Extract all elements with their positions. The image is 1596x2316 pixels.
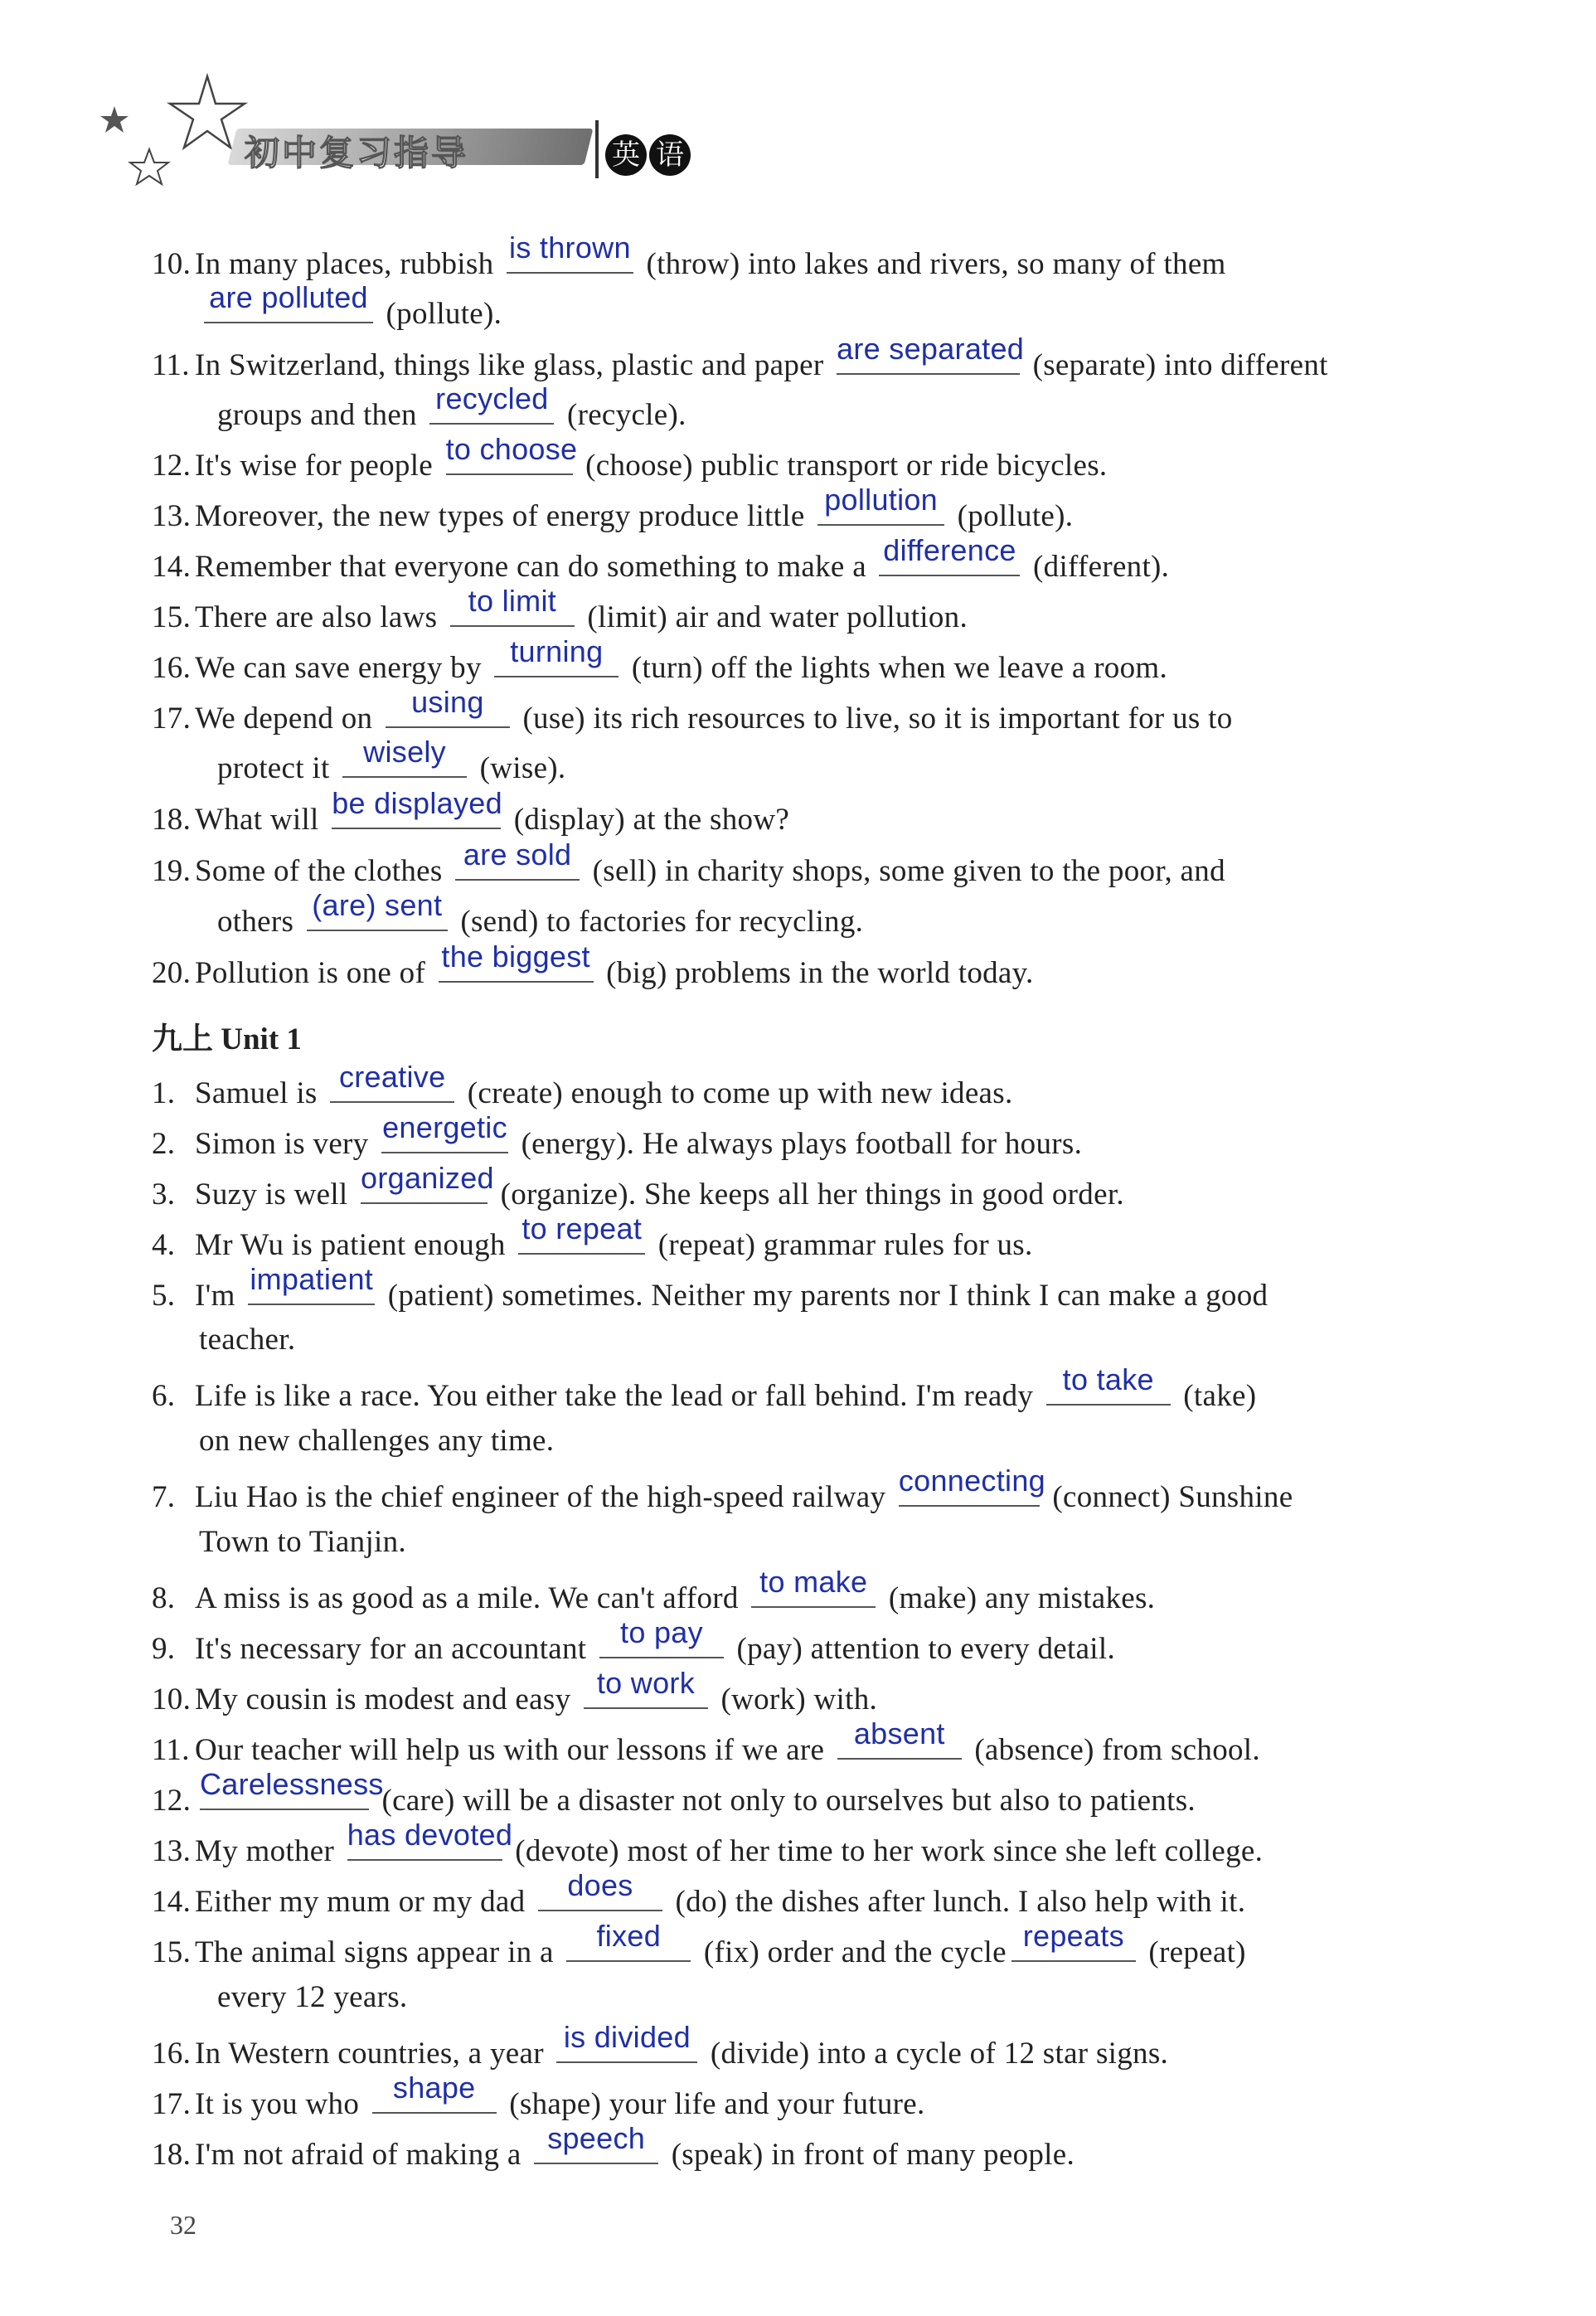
sentence-text: teacher.: [199, 1323, 296, 1357]
sentence-text: every 12 years.: [217, 1980, 408, 2014]
answer-blank[interactable]: [307, 888, 448, 931]
sentence-text: We depend on: [195, 702, 381, 736]
sentence-text: (send) to factories for recycling.: [452, 905, 864, 939]
exercise-line: [152, 584, 968, 635]
item-number: 6.: [152, 1379, 176, 1413]
answer-text: to make: [759, 1565, 868, 1599]
item-number: 9.: [152, 1632, 176, 1666]
exercise-line: [199, 280, 502, 332]
sentence-text: (take): [1175, 1379, 1257, 1413]
item-number: 1.: [152, 1076, 176, 1110]
sentence-text: (recycle).: [559, 398, 686, 432]
item-number: 17.: [152, 2087, 192, 2121]
sentence-text: (display) at the show?: [506, 803, 790, 837]
sentence-text: (organize). She keeps all her things in good order.: [492, 1177, 1124, 1211]
sentence-text: I'm not afraid of making a: [195, 2138, 530, 2172]
answer-text: is thrown: [509, 231, 631, 265]
sentence-text: (pay) attention to every detail.: [728, 1632, 1116, 1666]
sentence-text: (limit) air and water pollution.: [579, 600, 968, 634]
sentence-text: It's necessary for an accountant: [195, 1632, 594, 1666]
exercise-line: [152, 1767, 1196, 1818]
exercise-line: [152, 1110, 1083, 1162]
sentence-text: (absence) from school.: [966, 1733, 1260, 1767]
sentence-text: (repeat): [1140, 1935, 1246, 1969]
answer-blank[interactable]: [534, 2121, 658, 2164]
sentence-text: (wise).: [472, 751, 566, 785]
sentence-text: Moreover, the new types of energy produce little: [195, 499, 813, 533]
sentence-text: (separate) into different: [1025, 348, 1328, 382]
sentence-text: (divide) into a cycle of 12 star signs.: [702, 2037, 1169, 2071]
sentence-text: Either my mum or my dad: [195, 1885, 533, 1919]
sentence-text: others: [217, 905, 302, 939]
answer-blank[interactable]: [817, 483, 944, 526]
item-number: 16.: [152, 2037, 192, 2071]
sentence-text: (repeat) grammar rules for us.: [650, 1228, 1033, 1262]
sentence-text: Suzy is well: [195, 1177, 357, 1211]
exercise-line: [152, 432, 1108, 483]
exercise-line: [152, 1818, 1264, 1869]
sentence-text: The animal signs appear in a: [195, 1935, 562, 1969]
sentence-text: It is you who: [195, 2087, 367, 2121]
subject-badge-2: 语: [649, 134, 691, 176]
sentence-text: Pollution is one of: [195, 956, 434, 990]
answer-text: impatient: [250, 1262, 374, 1296]
book-title: 初中复习指导: [245, 133, 469, 173]
answer-text: Carelessness: [200, 1767, 384, 1801]
sentence-text: My mother: [195, 1834, 342, 1868]
answer-blank[interactable]: [556, 2020, 697, 2063]
answer-blank[interactable]: [584, 1666, 708, 1709]
answer-text: are sold: [463, 838, 572, 872]
item-number: 13.: [152, 1834, 192, 1868]
exercise-line: [152, 332, 1328, 383]
exercise-line: [152, 1464, 1293, 1515]
exercise-line: [199, 1322, 295, 1357]
sentence-text: (big) problems in the world today.: [598, 956, 1034, 990]
exercise-line: [152, 231, 1226, 282]
sentence-text: (different).: [1025, 550, 1170, 584]
item-number: 10.: [152, 247, 192, 281]
item-number: 18.: [152, 803, 192, 837]
sentence-text: Mr Wu is patient enough: [195, 1228, 514, 1262]
answer-blank[interactable]: [751, 1565, 876, 1608]
answer-text: be displayed: [332, 786, 502, 820]
exercise-line: [152, 634, 1168, 686]
answer-blank[interactable]: [898, 1464, 1045, 1507]
page-header: [99, 66, 684, 191]
sentence-text: (choose) public transport or ride bicycles.: [577, 449, 1108, 483]
sentence-text: Town to Tianjin.: [199, 1525, 406, 1559]
item-number: 20.: [152, 956, 192, 990]
exercise-line: [152, 1919, 1246, 1970]
answer-blank[interactable]: [248, 1262, 375, 1305]
exercise-line: [152, 1211, 1033, 1263]
exercise-line: [152, 838, 1225, 889]
sentence-text: (turn) off the lights when we leave a room.: [623, 651, 1168, 685]
page-number: 32: [170, 2210, 196, 2240]
sentence-text: (fix) order and the cycle: [696, 1935, 1007, 1969]
answer-blank[interactable]: [450, 584, 575, 627]
answer-text: organized: [361, 1161, 494, 1195]
exercise-line: [152, 1666, 878, 1717]
sentence-text: Some of the clothes: [195, 854, 451, 888]
answer-text: creative: [338, 1060, 446, 1094]
exercise-line: [217, 735, 566, 786]
sentence-text: Samuel is: [195, 1076, 326, 1110]
exercise-line: [217, 1979, 407, 2015]
answer-text: recycled: [435, 381, 549, 415]
sentence-text: A miss is as good as a mile. We can't afford: [195, 1581, 747, 1615]
answer-blank[interactable]: [494, 634, 619, 677]
exercise-line: [152, 940, 1034, 991]
section-title: 九上 Unit 1: [152, 1022, 302, 1056]
answer-text: pollution: [824, 483, 939, 517]
answer-blank[interactable]: [429, 381, 554, 425]
item-number: 12.: [152, 1784, 192, 1818]
item-number: 3.: [152, 1177, 176, 1211]
answer-blank[interactable]: [332, 786, 502, 829]
answer-blank[interactable]: [439, 940, 594, 983]
sentence-text: protect it: [217, 751, 338, 785]
answer-blank[interactable]: [342, 735, 467, 778]
answer-blank[interactable]: [386, 685, 510, 728]
item-number: 15.: [152, 600, 192, 634]
sentence-text: (energy). He always plays football for hours.: [513, 1127, 1083, 1161]
answer-blank[interactable]: [330, 1060, 454, 1103]
sentence-text: (use) its rich resources to live, so it is important for us to: [514, 702, 1233, 736]
item-number: 7.: [152, 1480, 176, 1514]
answer-blank[interactable]: [347, 1818, 513, 1861]
item-number: 11.: [152, 1733, 190, 1767]
sentence-text: I'm: [195, 1279, 244, 1313]
sentence-text: Liu Hao is the chief engineer of the high-speed railway: [195, 1480, 894, 1514]
sentence-text: In many places, rubbish: [195, 247, 502, 281]
answer-text: difference: [883, 533, 1016, 567]
answer-text: to limit: [468, 584, 557, 618]
item-number: 19.: [152, 854, 192, 888]
answer-text: repeats: [1022, 1919, 1124, 1953]
answer-blank[interactable]: [1046, 1362, 1171, 1406]
sentence-text: (connect) Sunshine: [1044, 1480, 1293, 1514]
item-number: 4.: [152, 1228, 176, 1262]
exercise-line: [152, 2071, 925, 2122]
sentence-text: Life is like a race. You either take the lead or fall behind. I'm ready: [195, 1379, 1041, 1413]
item-number: 10.: [152, 1682, 192, 1716]
exercise-line: [152, 1716, 1260, 1768]
item-number: 12.: [152, 449, 192, 483]
answer-blank[interactable]: [538, 1868, 662, 1911]
sentence-text: (speak) in front of many people.: [663, 2138, 1075, 2172]
answer-text: to pay: [620, 1615, 703, 1649]
answer-text: fixed: [596, 1919, 662, 1953]
sentence-text: (sell) in charity shops, some given to the poor, and: [585, 854, 1225, 888]
answer-blank[interactable]: [204, 280, 373, 323]
sentence-text: on new challenges any time.: [199, 1424, 555, 1458]
answer-text: using: [411, 685, 484, 719]
answer-text: (are) sent: [312, 888, 443, 922]
sentence-text: (patient) sometimes. Neither my parents nor I think I can make a good: [380, 1279, 1269, 1313]
answer-text: speech: [547, 2121, 646, 2155]
answer-blank[interactable]: [455, 838, 580, 881]
answer-blank[interactable]: [599, 1615, 724, 1658]
item-number: 8.: [152, 1581, 176, 1615]
answer-blank[interactable]: [381, 1110, 508, 1153]
answer-text: to repeat: [521, 1211, 643, 1245]
answer-text: has devoted: [347, 1818, 513, 1852]
item-number: 14.: [152, 550, 192, 584]
answer-blank[interactable]: [361, 1161, 494, 1204]
exercise-line: [152, 1615, 1116, 1667]
item-number: 15.: [152, 1935, 192, 1969]
exercise-line: [152, 2020, 1169, 2071]
item-number: 5.: [152, 1279, 176, 1313]
exercise-line: [152, 1262, 1269, 1313]
answer-blank[interactable]: [837, 1716, 962, 1760]
answer-text: is divided: [563, 2020, 691, 2054]
sentence-text: groups and then: [217, 398, 425, 432]
header-divider: [595, 120, 599, 178]
exercise-line: [199, 1524, 406, 1560]
sentence-text: Simon is very: [195, 1127, 377, 1161]
exercise-line: [152, 483, 1074, 534]
answer-text: the biggest: [441, 940, 590, 973]
sentence-text: We can save energy by: [195, 651, 490, 685]
exercise-line: [152, 786, 790, 838]
exercise-line: [199, 1423, 554, 1459]
exercise-line: [152, 1362, 1257, 1414]
answer-blank[interactable]: [566, 1919, 691, 1962]
answer-text: absent: [853, 1716, 945, 1750]
sentence-text: (work) with.: [712, 1682, 878, 1716]
item-number: 16.: [152, 651, 192, 685]
answer-text: wisely: [363, 735, 446, 769]
answer-blank[interactable]: [200, 1767, 384, 1810]
item-number: 2.: [152, 1127, 176, 1161]
answer-text: does: [567, 1868, 633, 1902]
sentence-text: My cousin is modest and easy: [195, 1682, 579, 1716]
sentence-text: In Western countries, a year: [195, 2037, 552, 2071]
sentence-text: There are also laws: [195, 600, 445, 634]
sentence-text: It's wise for people: [195, 449, 441, 483]
exercise-line: [217, 888, 864, 940]
exercise-line: [152, 1565, 1156, 1616]
sentence-text: (make) any mistakes.: [880, 1581, 1156, 1615]
sentence-text: (care) will be a disaster not only to ourselves but also to patients.: [374, 1784, 1196, 1818]
sentence-text: (create) enough to come up with new ideas.: [459, 1076, 1013, 1110]
exercise-line: [152, 1060, 1013, 1111]
sentence-text: (pollute).: [378, 297, 502, 331]
sentence-text: What will: [195, 803, 327, 837]
item-number: 14.: [152, 1885, 192, 1919]
sentence-text: (shape) your life and your future.: [501, 2087, 925, 2121]
answer-blank[interactable]: [879, 533, 1020, 576]
exercise-line: [152, 533, 1170, 585]
answer-text: to work: [596, 1666, 695, 1700]
sentence-text: (pollute).: [949, 499, 1074, 533]
answer-blank[interactable]: [1011, 1919, 1136, 1962]
exercise-line: [217, 381, 686, 433]
answer-text: to choose: [445, 432, 578, 466]
answer-text: are separated: [837, 332, 1025, 366]
item-number: 11.: [152, 348, 190, 382]
answer-text: shape: [392, 2071, 476, 2105]
sentence-text: Remember that everyone can do something to make a: [195, 550, 875, 584]
exercise-line: [152, 685, 1233, 736]
answer-blank[interactable]: [445, 432, 578, 475]
sentence-text: (do) the dishes after lunch. I also help with it.: [667, 1885, 1246, 1919]
answer-text: are polluted: [209, 280, 368, 314]
answer-text: to take: [1062, 1362, 1154, 1396]
answer-text: energetic: [382, 1110, 507, 1144]
item-number: 17.: [152, 702, 192, 736]
answer-text: connecting: [898, 1464, 1045, 1498]
answer-blank[interactable]: [518, 1211, 645, 1255]
sentence-text: Our teacher will help us with our lessons if we are: [195, 1733, 832, 1767]
answer-blank[interactable]: [837, 332, 1025, 375]
exercise-line: [152, 1868, 1246, 1920]
sentence-text: (throw) into lakes and rivers, so many of them: [638, 247, 1226, 281]
sentence-text: In Switzerland, things like glass, plastic and paper: [195, 348, 832, 382]
exercise-line: [152, 2121, 1075, 2173]
answer-blank[interactable]: [507, 231, 633, 274]
subject-badge-1: 英: [605, 134, 647, 176]
exercise-line: [152, 1161, 1124, 1212]
item-number: 13.: [152, 499, 192, 533]
answer-text: turning: [510, 634, 604, 668]
answer-blank[interactable]: [372, 2071, 497, 2114]
item-number: 18.: [152, 2138, 192, 2172]
sentence-text: (devote) most of her time to her work since she left college.: [507, 1834, 1264, 1868]
